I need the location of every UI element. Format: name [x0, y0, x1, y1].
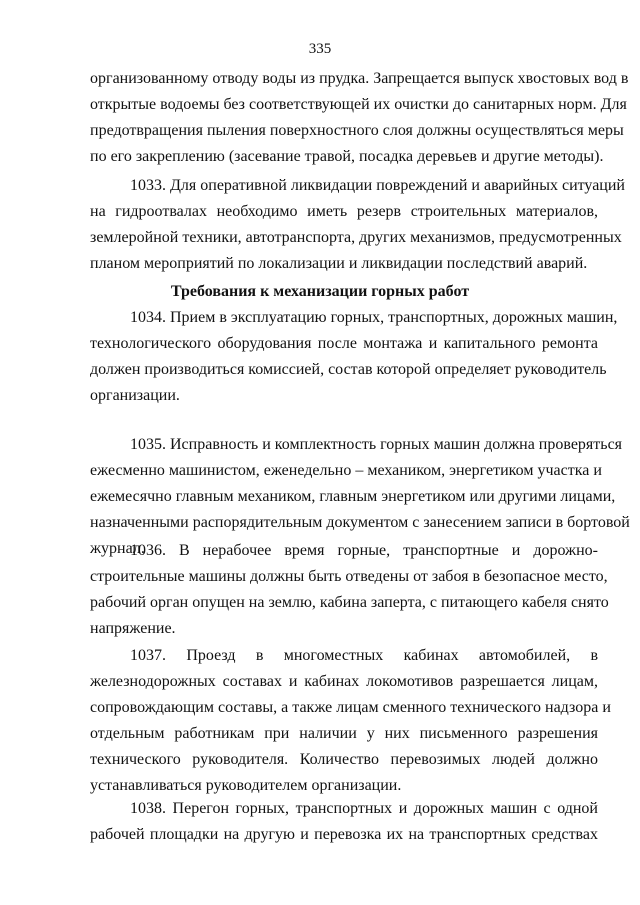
- text-line: организации.: [90, 387, 180, 404]
- text-line: 1035. Исправность и комплектность горных машин должна проверяться: [130, 436, 623, 453]
- section-heading: Требования к механизации горных работ: [170, 283, 470, 300]
- text-line: планом мероприятий по локализации и ликвидации последствий аварий.: [90, 255, 588, 272]
- paragraph-1033: [90, 173, 625, 277]
- text-line: открытые водоемы без соответствующей их очистки до санитарных норм. Для: [90, 96, 627, 113]
- text-line: рабочий орган опущен на землю, кабина заперта, с питающего кабеля снято: [90, 594, 609, 611]
- text-line: ежесменно машинистом, еженедельно – механиком, энергетиком участка и: [90, 462, 602, 479]
- text-line: строительные машины должны быть отведены от забоя в безопасное место,: [90, 568, 608, 585]
- text-line: отдельным работникам при наличии у них письменного разрешения: [90, 725, 598, 742]
- text-line: ежемесячно главным механиком, главным энергетиком или другими лицами,: [90, 488, 616, 505]
- text-line: должен производиться комиссией, состав которой определяет руководитель: [90, 361, 607, 378]
- text-line: рабочей площадки на другую и перевозка их на транспортных средствах: [90, 826, 598, 843]
- text-line: землеройной техники, автотранспорта, других механизмов, предусмотренных: [90, 229, 622, 246]
- paragraph-1038: [90, 796, 598, 848]
- text-line: 1037. Проезд в многоместных кабинах автомобилей, в: [130, 647, 598, 664]
- text-line: железнодорожных составах и кабинах локомотивов разрешается лицам,: [90, 673, 598, 690]
- text-line: устанавливаться руководителем организации.: [90, 777, 402, 794]
- text-line: 1038. Перегон горных, транспортных и дорожных машин с одной: [130, 800, 598, 817]
- text-line: напряжение.: [90, 620, 176, 637]
- paragraph-1032-end: [90, 66, 629, 170]
- text-line: 1033. Для оперативной ликвидации повреждений и аварийных ситуаций: [130, 177, 625, 194]
- text-line: журнал.: [90, 540, 145, 557]
- paragraph-1034: [90, 305, 618, 409]
- paragraph-1036: [90, 538, 609, 642]
- text-line: 1034. Прием в эксплуатацию горных, транспортных, дорожных машин,: [130, 309, 618, 326]
- text-line: технологического оборудования после монтажа и капитального ремонта: [90, 335, 598, 352]
- paragraph-1037: [90, 643, 611, 799]
- text-line: по его закреплению (засевание травой, посадка деревьев и другие методы).: [90, 148, 604, 165]
- text-line: технического руководителя. Количество перевозимых людей должно: [90, 751, 598, 768]
- text-line: организованному отводу воды из прудка. Запрещается выпуск хвостовых вод в: [90, 70, 629, 87]
- text-line: на гидроотвалах необходимо иметь резерв строительных материалов,: [90, 203, 598, 220]
- text-line: назначенными распорядительным документом с занесением записи в бортовой: [90, 514, 630, 531]
- text-line: предотвращения пыления поверхностного слоя должны осуществляться меры: [90, 122, 624, 139]
- text-line: сопровождающим составы, а также лицам сменного технического надзора и: [90, 699, 611, 716]
- text-line: 1036. В нерабочее время горные, транспортные и дорожно-: [130, 542, 598, 559]
- page-number: 335: [308, 41, 332, 57]
